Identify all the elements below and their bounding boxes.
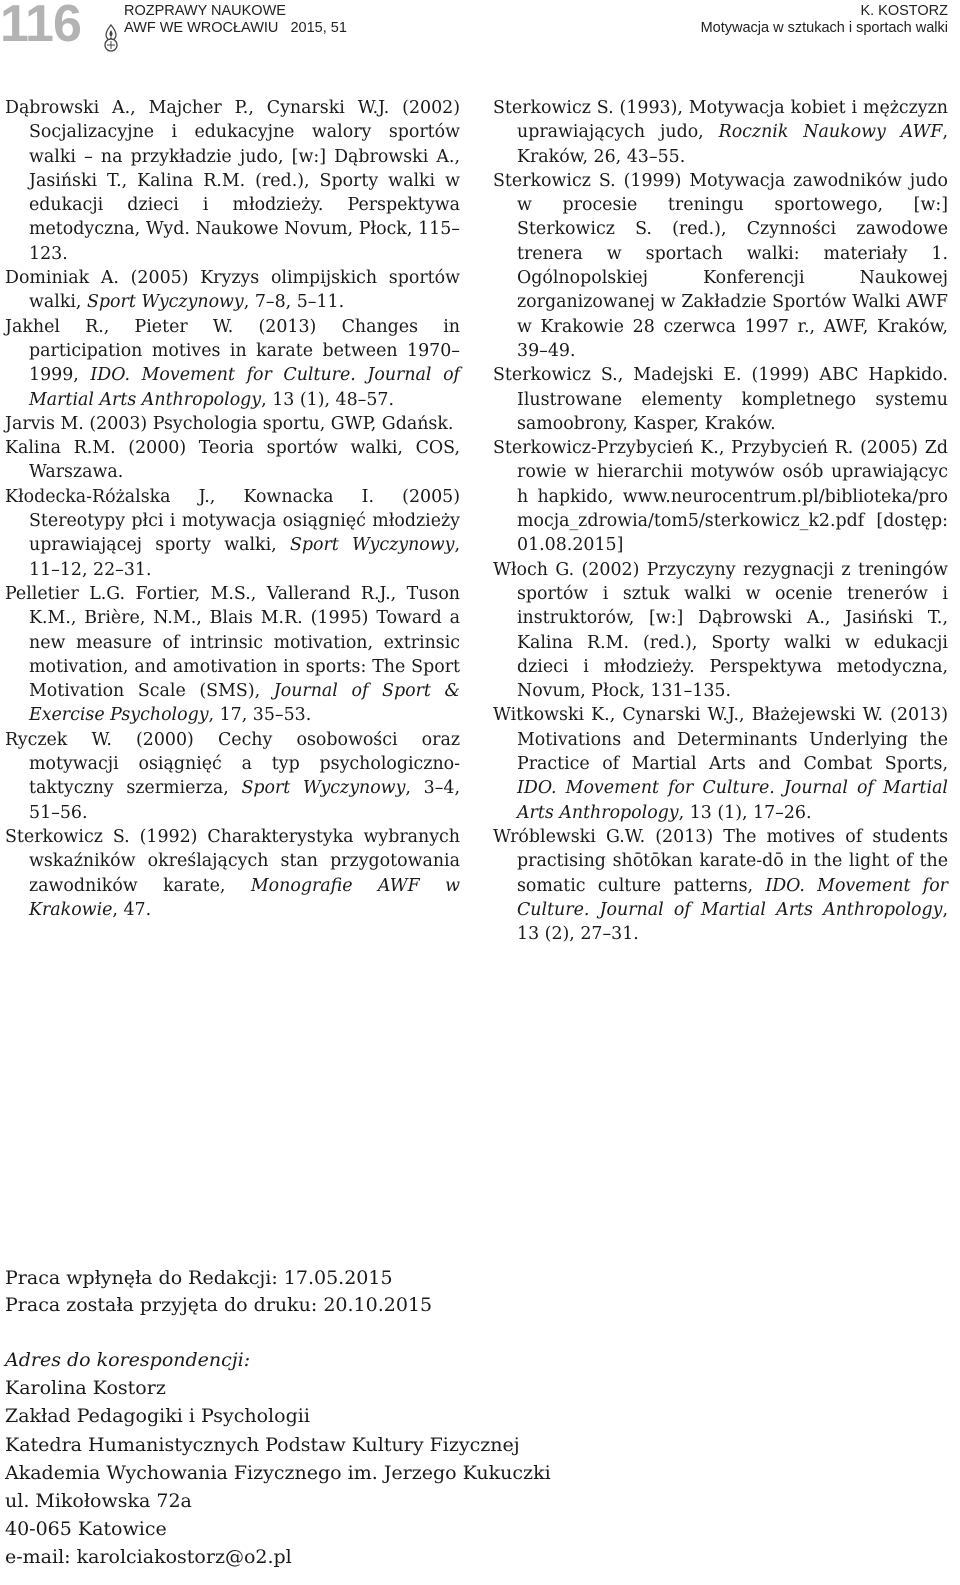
page-header [0,0,960,60]
postal-city: 40-065 Katowice [5,1518,167,1541]
running-author: K. KOSTORZ [860,3,948,19]
email-address[interactable]: e-mail: karolciakostorz@o2.pl [5,1546,292,1569]
reference-item: Dominiak A. (2005) Kryzys olimpijskich sportów walki, Sport Wyczynowy, 7–8, 5–11. [5,268,460,313]
correspondence-address [5,1346,551,1572]
author-name: Karolina Kostorz [5,1377,166,1400]
page-number: 116 [0,0,81,53]
reference-item: Sterkowicz S., Madejski E. (1999) ABC Hapkido. Ilustrowane elementy kompletnego systemu samoobrony, Kasper, Kraków. [493,365,948,434]
correspondence-label: Adres do korespondencji: [5,1349,251,1371]
submission-dates [5,1265,432,1319]
institution: Akademia Wychowania Fizycznego im. Jerzego Kukuczki [5,1461,551,1484]
accepted-date: Praca została przyjęta do druku: 20.10.2015 [5,1294,433,1316]
reference-item: Jakhel R., Pieter W. (2013) Changes in participation motives in karate between 1970–1999, IDO. Movement for Culture. Journal of Martial Arts Anthropology, 13 (1), 48–57. [5,316,460,410]
reference-item: Jarvis M. (2003) Psychologia sportu, GWP, Gdańsk. [5,413,454,434]
references-left-column [5,96,460,922]
received-date: Praca wpłynęła do Redakcji: 17.05.2015 [5,1267,393,1289]
reference-item: Sterkowicz S. (1993), Motywacja kobiet i mężczyzn uprawiających judo, Rocznik Naukowy AWF, Kraków, 26, 43–55. [493,98,948,167]
reference-item: Włoch G. (2002) Przyczyny rezygnacji z treningów sportów i sztuk walki w ocenie trenerów i instruktorów, [w:] Dąbrowski A., Jasiński T., Kalina R.M. (red.), Sporty walki w edukacji dzieci i młodzieży. Perspektywa metodyczna, Novum, Płock, 131–135. [493,559,948,702]
reference-item: Sterkowicz-Przybycień K., Przybycień R. (2005) Zdrowie w hierarchii motywów osób uprawiających hapkido, www.neurocentrum.pl/biblioteka/promocja_zdrowia/tom5/sterkowicz_k2.pdf [dostęp: 01.08.2015] [493,438,948,556]
reference-item: Sterkowicz S. (1999) Motywacja zawodników judo w procesie treningu sportowego, [w:] Sterkowicz S. (red.), Czynności zawodowe trenera w sportach walki: materiały 1. Ogólnopolskiej Konferencji Naukowej zorganizowanej w Zakładzie Sportów Walki AWF w Krakowie 28 czerwca 1997 r., AWF, Kraków, 39–49. [493,170,948,361]
journal-name-line2: AWF WE WROCŁAWIU 2015, 51 [124,20,347,36]
journal-name-line1: ROZPRAWY NAUKOWE [124,3,286,19]
reference-item: Dąbrowski A., Majcher P., Cynarski W.J. (2002) Socjalizacyjne i edukacyjne walory sportów walki – na przykładzie judo, [w:] Dąbrowski A., Jasiński T., Kalina R.M. (red.), Sporty walki w edukacji dzieci i młodzieży. Perspektywa metodyczna, Wyd. Naukowe Novum, Płock, 115–123. [5,98,460,264]
chair: Katedra Humanistycznych Podstaw Kultury Fizycznej [5,1433,520,1456]
reference-item: Pelletier L.G. Fortier, M.S., Vallerand R.J., Tuson K.M., Brière, N.M., Blais M.R. (1995) Toward a new measure of intrinsic motivation, extrinsic motivation, and amotivation in sports: The Sport Motivation Scale (SMS), Journal of Sport & Exercise Psychology, 17, 35–53. [5,583,460,726]
street-address: ul. Mikołowska 72a [5,1490,192,1513]
reference-item: Kłodecka-Różalska J., Kownacka I. (2005) Stereotypy płci i motywacja osiągnięć młodzieży uprawiającej sporty walki, Sport Wyczynowy, 11–12, 22–31. [5,486,460,580]
reference-item: Kalina R.M. (2000) Teoria sportów walki, COS, Warszawa. [5,438,460,483]
reference-item: Sterkowicz S. (1992) Charakterystyka wybranych wskaźników określających stan przygotowania zawodników karate, Monografie AWF w Krakowie, 47. [5,826,460,920]
running-title: Motywacja w sztukach i sportach walki [700,20,948,36]
department: Zakład Pedagogiki i Psychologii [5,1405,310,1428]
references-right-column [493,96,948,946]
reference-item: Ryczek W. (2000) Cechy osobowości oraz motywacji osiągnięć a typ psychologiczno-taktyczny szermierza, Sport Wyczynowy, 3–4, 51–56. [5,729,460,823]
reference-item: Witkowski K., Cynarski W.J., Błażejewski W. (2013) Motivations and Determinants Underlying the Practice of Martial Arts and Combat Sports, IDO. Movement for Culture. Journal of Martial Arts Anthropology, 13 (1), 17–26. [493,705,948,823]
university-logo-icon [100,23,122,53]
reference-item: Wróblewski G.W. (2013) The motives of students practising shōtōkan karate-dō in the light of the somatic culture patterns, IDO. Movement for Culture. Journal of Martial Arts Anthropology, 13 (2), 27–31. [493,826,948,945]
